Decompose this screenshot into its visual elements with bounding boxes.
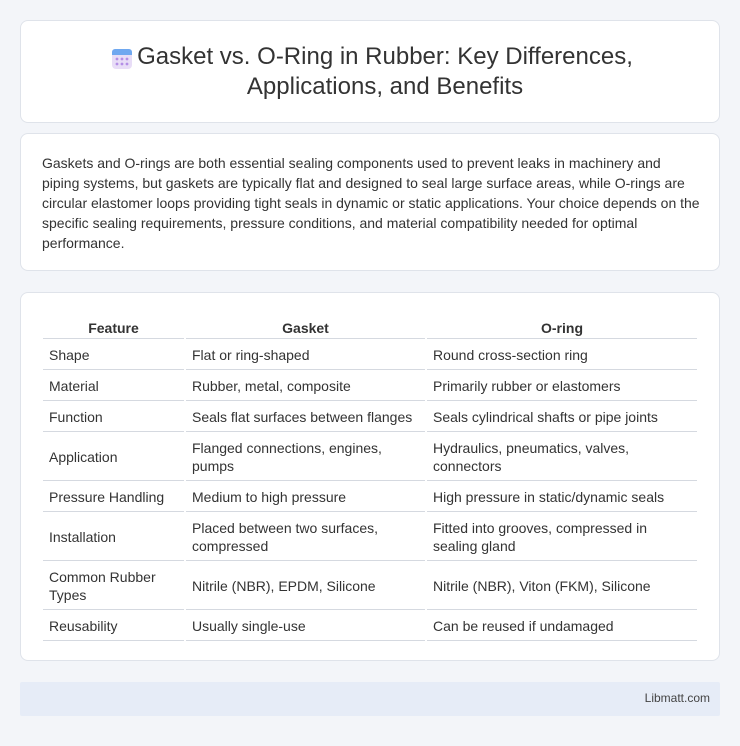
- row-feature: Function: [43, 403, 184, 432]
- row-o-ring: Fitted into grooves, compressed in sealing gland: [427, 514, 697, 561]
- row-feature: Installation: [43, 514, 184, 561]
- table-row: [43, 563, 697, 610]
- table-row: [43, 434, 697, 481]
- row-feature: Reusability: [43, 612, 184, 641]
- row-o-ring: High pressure in static/dynamic seals: [427, 483, 697, 512]
- row-gasket: Rubber, metal, composite: [186, 372, 425, 401]
- row-feature: Common Rubber Types: [43, 563, 184, 610]
- footer-bar: [20, 682, 720, 716]
- table-row: [43, 514, 697, 561]
- table-row: [43, 372, 697, 401]
- row-gasket: Seals flat surfaces between flanges: [186, 403, 425, 432]
- header-gasket: Gasket: [186, 317, 425, 339]
- row-feature: Material: [43, 372, 184, 401]
- header-o-ring: O-ring: [427, 317, 697, 339]
- row-feature: Pressure Handling: [43, 483, 184, 512]
- comparison-table: [41, 315, 699, 643]
- summary-text: Gaskets and O-rings are both essential sealing components used to prevent leaks in machinery and piping systems, but gaskets are typically flat and designed to seal large surface areas, while O-rings are circular elastomer loops providing tight seals in dynamic or static applications. Your choice depends on the specific sealing requirements, pressure conditions, and material compatibility needed for optimal performance.: [42, 155, 700, 251]
- row-o-ring: Primarily rubber or elastomers: [427, 372, 697, 401]
- row-o-ring: Nitrile (NBR), Viton (FKM), Silicone: [427, 563, 697, 610]
- row-feature: Application: [43, 434, 184, 481]
- table-row: [43, 483, 697, 512]
- row-o-ring: Hydraulics, pneumatics, valves, connectors: [427, 434, 697, 481]
- page-title: Gasket vs. O-Ring in Rubber: Key Differences, Applications, and Benefits: [137, 42, 633, 100]
- row-gasket: Flat or ring-shaped: [186, 341, 425, 370]
- row-o-ring: Round cross-section ring: [427, 341, 697, 370]
- row-feature: Shape: [43, 341, 184, 370]
- row-o-ring: Can be reused if undamaged: [427, 612, 697, 641]
- table-header-row: [43, 317, 697, 339]
- table-row: [43, 341, 697, 370]
- row-o-ring: Seals cylindrical shafts or pipe joints: [427, 403, 697, 432]
- row-gasket: Usually single-use: [186, 612, 425, 641]
- table-row: [43, 403, 697, 432]
- table-row: [43, 612, 697, 641]
- row-gasket: Flanged connections, engines, pumps: [186, 434, 425, 481]
- row-gasket: Nitrile (NBR), EPDM, Silicone: [186, 563, 425, 610]
- row-gasket: Medium to high pressure: [186, 483, 425, 512]
- row-gasket: Placed between two surfaces, compressed: [186, 514, 425, 561]
- comparison-table-card: [20, 292, 720, 661]
- footer-site-link[interactable]: Libmatt.com: [644, 691, 710, 705]
- title-card: [20, 20, 720, 123]
- summary-card: [20, 133, 720, 271]
- header-feature: Feature: [43, 317, 184, 339]
